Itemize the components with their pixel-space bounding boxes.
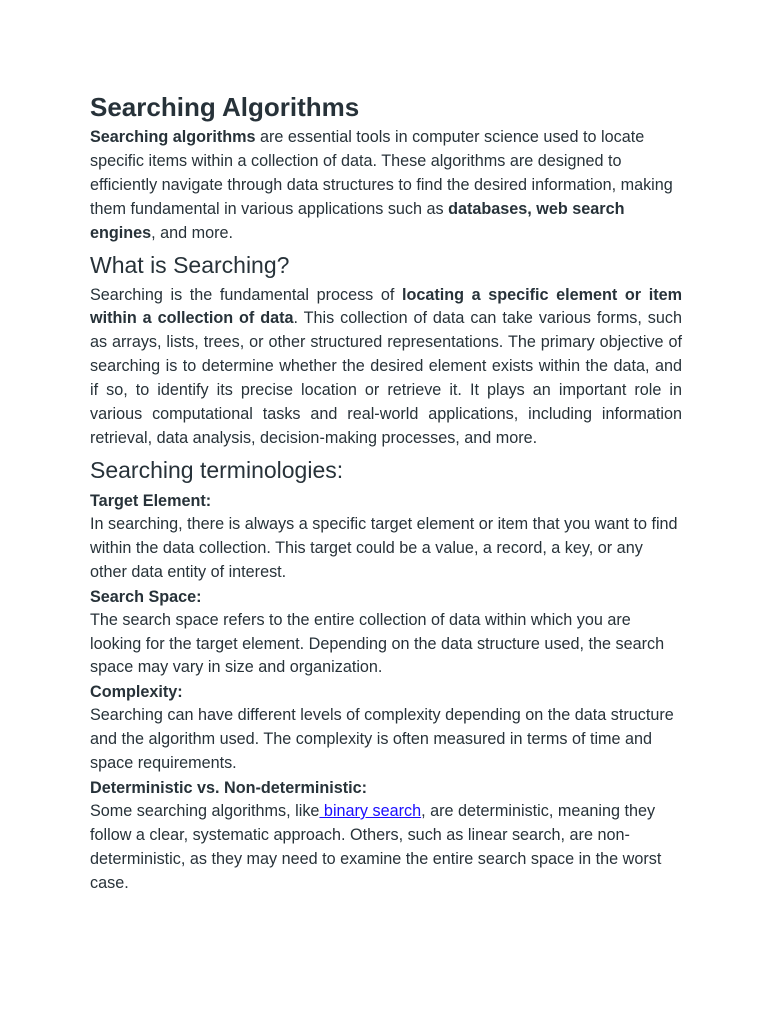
- what-is-searching-paragraph: [90, 284, 682, 451]
- intro-bold-lead: Searching algorithms: [90, 128, 256, 146]
- what-is-text-1: Searching is the fundamental process of: [90, 285, 402, 304]
- deterministic-text-1: Some searching algorithms, like: [90, 802, 320, 821]
- term-description: In searching, there is always a specific target element or item that you want to find within the data collection. This target could be a value, a record, a key, or any other data entity of interest.: [90, 514, 678, 581]
- what-is-searching-heading: What is Searching?: [90, 251, 290, 278]
- article: [90, 90, 682, 896]
- term-complexity: [90, 680, 682, 776]
- term-description: [90, 800, 682, 896]
- term-label: Search Space:: [90, 587, 202, 606]
- page-title: Searching Algorithms: [90, 92, 360, 122]
- term-search-space: [90, 585, 682, 681]
- intro-bold-apps: databases, web search engines: [90, 199, 625, 242]
- term-target-element: [90, 489, 682, 585]
- intro-text-2: , and more.: [151, 223, 234, 242]
- what-is-bold: locating a specific element or item within a collection of data: [90, 285, 682, 328]
- binary-search-link[interactable]: binary search: [319, 802, 422, 821]
- deterministic-text-2: , are deterministic, meaning they follow a clear, systematic approach. Others, such as linear search, are non-deterministic, as they may need to examine the entire search space in the worst case.: [90, 802, 662, 892]
- term-deterministic: [90, 776, 682, 896]
- term-label: Deterministic vs. Non-deterministic:: [90, 779, 368, 798]
- intro-text-1: are essential tools in computer science used to locate specific items within a collection of data. These algorithms are designed to efficiently navigate through data structures to find the desired information, making them fundamental in various applications such as: [90, 128, 673, 218]
- intro-paragraph: [90, 126, 682, 246]
- term-description: Searching can have different levels of complexity depending on the data structure and the algorithm used. The complexity is often measured in terms of time and space requirements.: [90, 706, 674, 773]
- what-is-text-2: . This collection of data can take various forms, such as arrays, lists, trees, or other structured representations. The primary objective of searching is to determine whether the desired element exists within the data, and if so, to identify its precise location or retrieve it. It plays an important role in various computational tasks and real-world applications, including information retrieval, data analysis, decision-making processes, and more.: [90, 309, 682, 447]
- terminologies-heading: Searching terminologies:: [90, 456, 344, 483]
- term-label: Complexity:: [90, 683, 183, 702]
- term-label: Target Element:: [90, 491, 212, 510]
- term-description: The search space refers to the entire collection of data within which you are looking for the target element. Depending on the data structure used, the search space may vary in size and organization.: [90, 610, 665, 677]
